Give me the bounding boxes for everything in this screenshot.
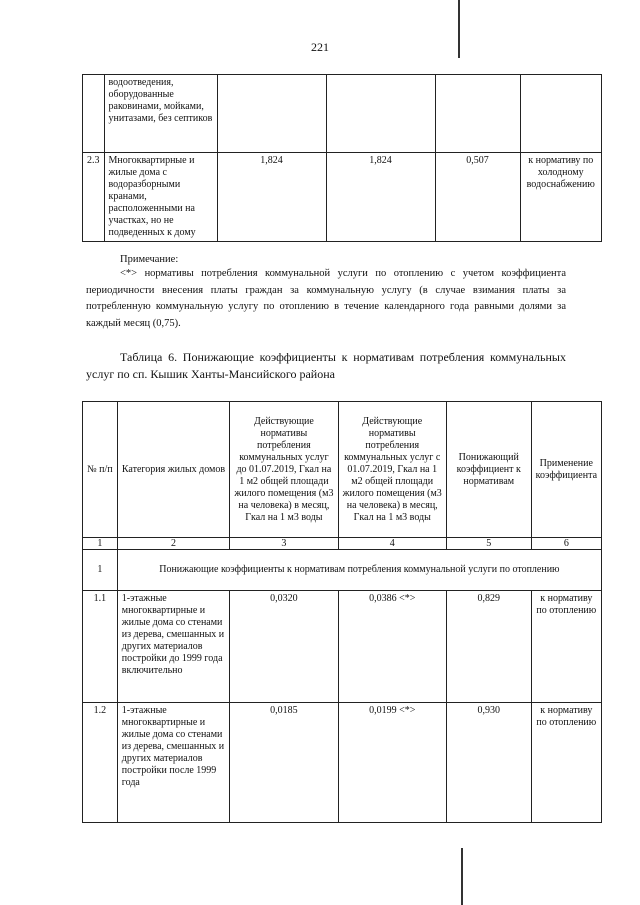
coefficients-table (82, 401, 602, 823)
row-norm-before: 1,824 (217, 153, 326, 242)
column-number: 5 (446, 538, 531, 550)
header-num: № п/п (83, 402, 118, 538)
header-row (83, 402, 602, 538)
section-row (83, 550, 602, 591)
previous-table-continuation (82, 74, 602, 242)
row-norm-after: 0,0199 <*> (338, 703, 446, 823)
column-number: 4 (338, 538, 446, 550)
row-norm-after: 0,0386 <*> (338, 591, 446, 703)
row-application: к нормативу по отоплению (531, 591, 601, 703)
scan-artifact-line (461, 848, 463, 905)
row-application: к нормативу по холодному водоснабжению (520, 153, 602, 242)
column-number-row (83, 538, 602, 550)
row-coefficient: 0,507 (435, 153, 520, 242)
note-text: <*> нормативы потребления коммунальной услуги по отоплению с учетом коэффициента периодичности внесения платы граждан за коммунальную услугу (в случае взимания платы за потребленную коммунальную услугу по отоплению в течение календарного года равными долями за каждый месяц (0,75). (86, 268, 566, 329)
row-application (520, 75, 602, 153)
row-number: 2.3 (83, 153, 105, 242)
table-row (83, 153, 602, 242)
page-number: 221 (311, 40, 329, 54)
section-number: 1 (83, 550, 118, 591)
table-6-title: Таблица 6. Понижающие коэффициенты к нормативам потребления коммунальных услуг по сп. Кышик Ханты-Мансийского района (86, 350, 566, 381)
scan-artifact-line (458, 0, 460, 58)
header-coefficient: Понижающий коэффициент к нормативам (446, 402, 531, 538)
table-row (83, 703, 602, 823)
column-number: 6 (531, 538, 601, 550)
row-norm-before: 0,0185 (230, 703, 338, 823)
row-coefficient: 0,930 (446, 703, 531, 823)
header-category: Категория жилых домов (117, 402, 229, 538)
header-application: Применение коэффициента (531, 402, 601, 538)
table-row (83, 75, 602, 153)
note-title: Примечание: (120, 254, 179, 265)
row-number: 1.1 (83, 591, 118, 703)
section-title: Понижающие коэффициенты к нормативам потребления коммунальной услуги по отоплению (117, 550, 601, 591)
row-category: Многоквартирные и жилые дома с водоразборными кранами, расположенными на участках, но не подведенных к дому (104, 153, 217, 242)
header-norm-before: Действующие нормативы потребления коммунальных услуг до 01.07.2019, Гкал на 1 м2 общей площади жилого помещения (м3 на человека) в месяц, Гкал на 1 м3 воды (230, 402, 338, 538)
row-norm-before: 0,0320 (230, 591, 338, 703)
header-norm-after: Действующие нормативы потребления коммунальных услуг с 01.07.2019, Гкал на 1 м2 общей площади жилого помещения (м3 на человека) в месяц, Гкал на 1 м3 воды (338, 402, 446, 538)
table-row (83, 591, 602, 703)
row-category: 1-этажные многоквартирные и жилые дома со стенами из дерева, смешанных и других материалов постройки до 1999 года включительно (117, 591, 229, 703)
row-norm-before (217, 75, 326, 153)
row-norm-after: 1,824 (326, 153, 435, 242)
row-category: 1-этажные многоквартирные и жилые дома со стенами из дерева, смешанных и других материалов постройки после 1999 года (117, 703, 229, 823)
row-application: к нормативу по отоплению (531, 703, 601, 823)
row-norm-after (326, 75, 435, 153)
column-number: 2 (117, 538, 229, 550)
row-number (83, 75, 105, 153)
row-coefficient (435, 75, 520, 153)
column-number: 3 (230, 538, 338, 550)
column-number: 1 (83, 538, 118, 550)
row-category: водоотведения, оборудованные раковинами, мойками, унитазами, без септиков (104, 75, 217, 153)
row-coefficient: 0,829 (446, 591, 531, 703)
row-number: 1.2 (83, 703, 118, 823)
